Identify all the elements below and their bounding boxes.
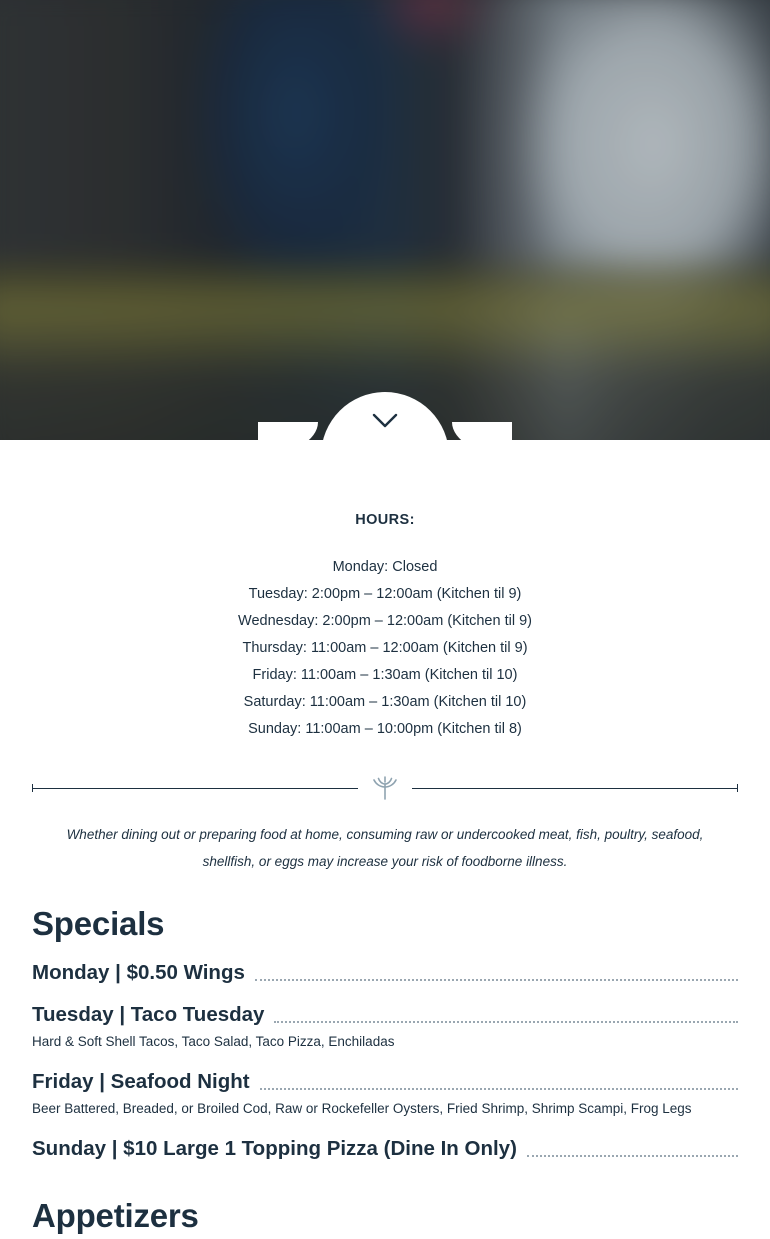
leader-dots (255, 967, 738, 981)
leader-dots (274, 1009, 738, 1023)
hours-list (32, 554, 738, 743)
leader-dots (260, 1076, 738, 1090)
page-content (0, 512, 770, 1235)
hours-day: Saturday: (243, 694, 306, 710)
hours-row (32, 662, 738, 689)
divider-line-right (412, 788, 738, 789)
hours-row (32, 689, 738, 716)
hours-time: 11:00am – 10:00pm (Kitchen til 8) (305, 721, 522, 737)
food-safety-disclaimer: Whether dining out or preparing food at home, consuming raw or undercooked meat, fish, poultry, seafood, shellfish, or eggs may increase your risk of foodborne illness. (66, 827, 704, 869)
special-name: Monday | $0.50 Wings (32, 961, 245, 984)
special-item (32, 1003, 738, 1052)
special-name: Friday | Seafood Night (32, 1070, 250, 1093)
special-item (32, 1070, 738, 1119)
special-item (32, 961, 738, 985)
hours-day: Tuesday: (248, 586, 308, 602)
special-header (32, 1137, 738, 1161)
special-description: Beer Battered, Breaded, or Broiled Cod, Raw or Rockefeller Oysters, Fried Shrimp, Shrimp Scampi, Frog Legs (32, 1101, 692, 1116)
special-header (32, 961, 738, 985)
hours-day: Friday: (252, 667, 297, 683)
appetizers-section-title: Appetizers (32, 1197, 199, 1234)
wheat-sprig-icon (358, 775, 412, 801)
special-name: Sunday | $10 Large 1 Topping Pizza (Dine In Only) (32, 1137, 517, 1160)
hours-day: Wednesday: (238, 613, 319, 629)
hours-row (32, 608, 738, 635)
specials-section-title: Specials (32, 905, 165, 942)
divider-line-left (32, 788, 358, 789)
hours-day: Monday: (332, 559, 389, 575)
hours-time: 2:00pm – 12:00am (Kitchen til 9) (311, 586, 522, 602)
hours-time: 11:00am – 12:00am (Kitchen til 9) (310, 640, 528, 656)
hours-time: 11:00am – 1:30am (Kitchen til 10) (300, 667, 518, 683)
chevron-down-icon (372, 413, 398, 429)
special-name: Tuesday | Taco Tuesday (32, 1003, 265, 1026)
hours-time: 2:00pm – 12:00am (Kitchen til 9) (322, 613, 532, 629)
hours-row (32, 716, 738, 743)
hours-row (32, 635, 738, 662)
hours-row (32, 554, 738, 581)
special-item (32, 1137, 738, 1161)
hours-day: Sunday: (248, 721, 302, 737)
special-description: Hard & Soft Shell Tacos, Taco Salad, Taco Pizza, Enchiladas (32, 1034, 395, 1049)
section-divider (32, 773, 738, 803)
hero-bottom-notch (0, 426, 770, 486)
scroll-down-button[interactable] (365, 408, 405, 434)
hours-row (32, 581, 738, 608)
special-header (32, 1070, 738, 1094)
hours-day: Thursday: (242, 640, 307, 656)
leader-dots (527, 1143, 738, 1157)
hours-time: Closed (392, 559, 438, 575)
special-header (32, 1003, 738, 1027)
hours-title: HOURS: (355, 512, 415, 528)
hours-time: 11:00am – 1:30am (Kitchen til 10) (309, 694, 527, 710)
hero-banner (0, 0, 770, 486)
